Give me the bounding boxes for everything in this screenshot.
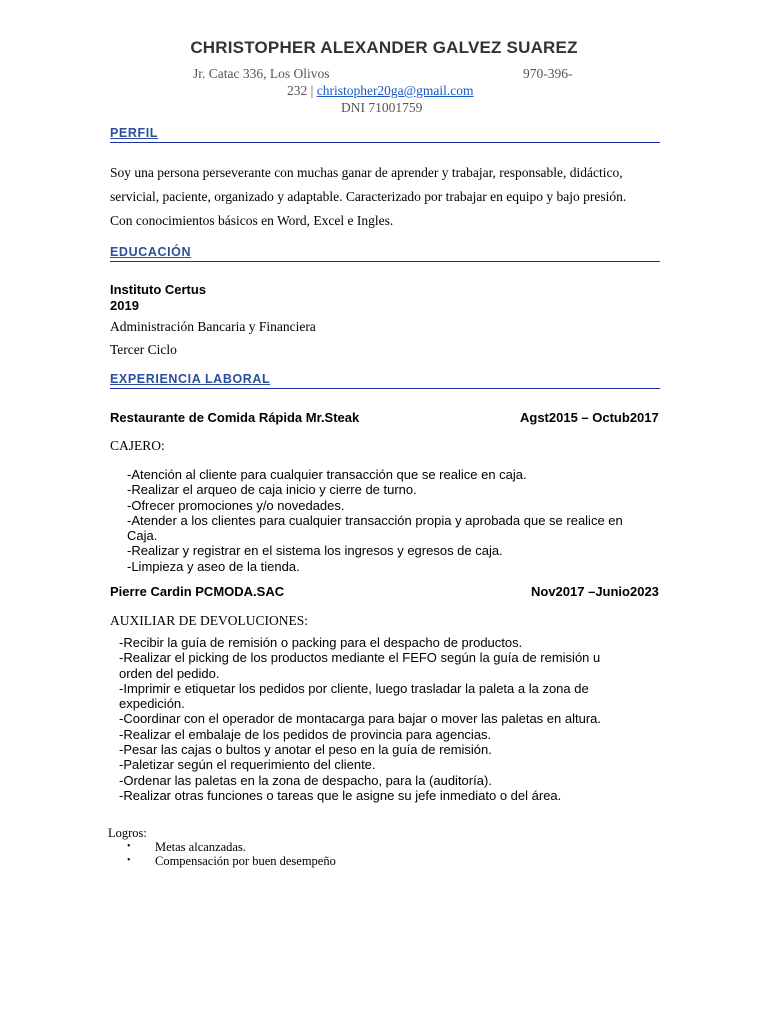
logros-list — [110, 840, 336, 868]
job-role: AUXILIAR DE DEVOLUCIONES: — [110, 613, 308, 628]
job-task: -Imprimir e etiquetar los pedidos por cliente, luego trasladar la paleta a la zona de — [119, 680, 589, 696]
job-task: -Pesar las cajas o bultos y anotar el peso en la guía de remisión. — [119, 742, 492, 758]
perfil-line: Con conocimientos básicos en Word, Excel e Ingles. — [110, 213, 394, 228]
institution: Instituto Certus — [110, 282, 207, 297]
career: Administración Bancaria y Financiera — [110, 319, 316, 334]
job-task: -Realizar el picking de los productos mediante el FEFO según la guía de remisión u — [119, 650, 601, 666]
contact-line-2 — [287, 83, 473, 99]
phone-part-1: 970-396- — [523, 66, 573, 81]
perfil-heading: PERFIL — [110, 126, 159, 140]
education-year: 2019 — [110, 298, 139, 313]
job-task: -Ofrecer promociones y/o novedades. — [127, 497, 345, 513]
section-heading-perfil — [110, 126, 660, 143]
job-task: -Realizar el embalaje de los pedidos de provincia para agencias. — [119, 726, 492, 742]
logros-heading: Logros: — [108, 826, 147, 840]
job-company: Restaurante de Comida Rápida Mr.Steak — [110, 410, 360, 425]
job-task: -Limpieza y aseo de la tienda. — [127, 558, 300, 574]
job-task-list — [127, 467, 682, 574]
job-task-list — [119, 635, 679, 803]
job-task: -Realizar otras funciones o tareas que le asigne su jefe inmediato o del área. — [119, 787, 562, 803]
logros-item: • Metas alcanzadas. — [110, 840, 336, 854]
job-task: orden del pedido. — [119, 665, 220, 681]
job-dates: Agst2015 – Octub2017 — [520, 410, 659, 425]
job-dates: Nov2017 –Junio2023 — [531, 584, 659, 599]
phone-part-2: 232 | — [287, 83, 314, 98]
job-task: -Paletizar según el requerimiento del cliente. — [119, 757, 376, 773]
job-role: CAJERO: — [110, 438, 165, 453]
section-heading-experiencia — [110, 372, 660, 389]
job-task: -Realizar el arqueo de caja inicio y cierre de turno. — [127, 482, 417, 498]
section-heading-educacion — [110, 245, 660, 262]
job-task: -Atención al cliente para cualquier transacción que se realice en caja. — [127, 467, 527, 482]
perfil-line: Soy una persona perseverante con muchas ganar de aprender y trabajar, responsable, didáctico, — [110, 165, 623, 180]
job-task: -Realizar y registrar en el sistema los ingresos y egresos de caja. — [127, 543, 503, 559]
job-company: Pierre Cardin PCMODA.SAC — [110, 584, 285, 599]
experiencia-heading: EXPERIENCIA LABORAL — [110, 372, 271, 386]
educacion-heading: EDUCACIÓN — [110, 245, 192, 259]
job-task: Caja. — [127, 528, 158, 544]
address: Jr. Catac 336, Los Olivos — [193, 66, 330, 81]
dni: DNI 71001759 — [341, 100, 423, 115]
candidate-name: CHRISTOPHER ALEXANDER GALVEZ SUAREZ — [190, 38, 578, 57]
job-task: -Recibir la guía de remisión o packing para el despacho de productos. — [119, 635, 523, 650]
perfil-line: servicial, paciente, organizado y adaptable. Caracterizado por trabajar en equipo y bajo presión. — [110, 189, 627, 204]
email-link[interactable]: christopher20ga@gmail.com — [316, 83, 474, 98]
cycle: Tercer Ciclo — [110, 342, 177, 357]
job-task: -Ordenar las paletas en la zona de despacho, para la (auditoría). — [119, 772, 492, 788]
logros-item: • Compensación por buen desempeño — [110, 854, 336, 868]
job-task: -Coordinar con el operador de montacarga para bajar o mover las paletas en altura. — [119, 711, 601, 727]
job-task: -Atender a los clientes para cualquier transacción propia y aprobada que se realice en — [127, 512, 623, 528]
job-task: expedición. — [119, 696, 185, 712]
perfil-text — [110, 161, 626, 233]
